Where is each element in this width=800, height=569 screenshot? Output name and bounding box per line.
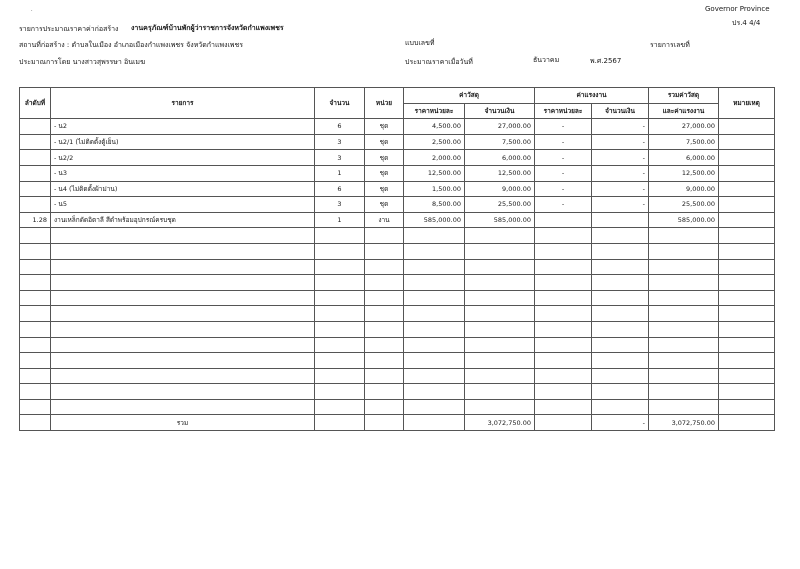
empty-cell xyxy=(51,321,315,337)
table-row xyxy=(20,181,775,197)
table-row xyxy=(20,134,775,150)
empty-row xyxy=(20,275,775,291)
empty-cell xyxy=(649,384,719,400)
row-remark xyxy=(719,212,775,228)
empty-row xyxy=(20,228,775,244)
empty-cell xyxy=(535,368,592,384)
empty-cell xyxy=(719,337,775,353)
row-labor-unit-price: - xyxy=(535,165,592,181)
empty-cell xyxy=(592,306,649,322)
row-item: - น3 xyxy=(51,165,315,181)
col-qty: จำนวน xyxy=(315,88,365,119)
site-label: สถานที่ก่อสร้าง : ตำบลในเมือง อำเภอเมืองกำแพงเพชร จังหวัดกำแพงเพชร xyxy=(19,41,244,49)
empty-cell xyxy=(719,228,775,244)
total-remark xyxy=(719,415,775,431)
empty-cell xyxy=(649,353,719,369)
col-no: ลำดับที่ xyxy=(20,88,51,119)
project-name: งานครุภัณฑ์บ้านพักผู้ว่าราชการจังหวัดกำแพงเพชร xyxy=(131,24,284,32)
row-item: - น5 xyxy=(51,197,315,213)
empty-cell xyxy=(535,337,592,353)
empty-cell xyxy=(719,399,775,415)
empty-cell xyxy=(315,259,365,275)
row-labor-amount: - xyxy=(592,119,649,135)
empty-row xyxy=(20,353,775,369)
row-total: 6,000.00 xyxy=(649,150,719,166)
empty-cell xyxy=(20,306,51,322)
estimate-date-label: ประมาณราคาเมื่อวันที่ xyxy=(405,58,473,66)
total-labor-unit-price xyxy=(535,415,592,431)
empty-cell xyxy=(404,337,465,353)
row-item: - น2 xyxy=(51,119,315,135)
row-material-amount: 9,000.00 xyxy=(465,181,535,197)
empty-row xyxy=(20,337,775,353)
empty-cell xyxy=(592,368,649,384)
empty-cell xyxy=(719,243,775,259)
col-material-unit-price: ราคาหน่วยละ xyxy=(404,103,465,119)
row-qty: 6 xyxy=(315,119,365,135)
empty-cell xyxy=(649,321,719,337)
empty-cell xyxy=(20,321,51,337)
estimate-table xyxy=(19,87,775,431)
empty-cell xyxy=(51,384,315,400)
empty-cell xyxy=(20,353,51,369)
row-material-amount: 585,000.00 xyxy=(465,212,535,228)
row-labor-unit-price: - xyxy=(535,181,592,197)
row-remark xyxy=(719,134,775,150)
col-labor: ค่าแรงงาน xyxy=(535,88,649,104)
empty-cell xyxy=(719,290,775,306)
empty-cell xyxy=(404,275,465,291)
empty-cell xyxy=(649,337,719,353)
empty-cell xyxy=(315,290,365,306)
col-total-top: รวมค่าวัสดุ xyxy=(649,88,719,104)
row-item: - น2/2 xyxy=(51,150,315,166)
empty-cell xyxy=(649,306,719,322)
empty-cell xyxy=(365,290,404,306)
empty-cell xyxy=(20,337,51,353)
row-material-unit-price: 8,500.00 xyxy=(404,197,465,213)
empty-cell xyxy=(649,275,719,291)
total-material-amount: 3,072,750.00 xyxy=(465,415,535,431)
row-material-unit-price: 12,500.00 xyxy=(404,165,465,181)
empty-row xyxy=(20,321,775,337)
empty-cell xyxy=(535,321,592,337)
row-material-amount: 6,000.00 xyxy=(465,150,535,166)
empty-row xyxy=(20,368,775,384)
row-labor-amount: - xyxy=(592,165,649,181)
empty-cell xyxy=(20,259,51,275)
col-item: รายการ xyxy=(51,88,315,119)
empty-cell xyxy=(465,384,535,400)
empty-cell xyxy=(535,243,592,259)
row-item: - น4 (ไม่ติดตั้งผ้าม่าน) xyxy=(51,181,315,197)
empty-cell xyxy=(51,275,315,291)
row-no xyxy=(20,134,51,150)
empty-cell xyxy=(51,353,315,369)
total-label: รวม xyxy=(51,415,315,431)
empty-cell xyxy=(365,337,404,353)
empty-cell xyxy=(465,353,535,369)
table-row xyxy=(20,150,775,166)
empty-cell xyxy=(535,228,592,244)
empty-cell xyxy=(315,384,365,400)
empty-cell xyxy=(535,306,592,322)
estimator-label: ประมาณการโดย นางสาวสุพรรษา อินเมฆ xyxy=(19,58,146,66)
empty-cell xyxy=(649,290,719,306)
empty-cell xyxy=(465,243,535,259)
row-no xyxy=(20,181,51,197)
empty-cell xyxy=(20,275,51,291)
empty-cell xyxy=(20,399,51,415)
empty-cell xyxy=(365,321,404,337)
empty-cell xyxy=(51,368,315,384)
empty-cell xyxy=(535,259,592,275)
row-material-unit-price: 2,000.00 xyxy=(404,150,465,166)
table-row xyxy=(20,165,775,181)
row-no xyxy=(20,150,51,166)
row-labor-amount: - xyxy=(592,134,649,150)
row-no xyxy=(20,119,51,135)
empty-cell xyxy=(465,275,535,291)
empty-cell xyxy=(719,368,775,384)
item-no-label: รายการเลขที่ xyxy=(650,41,690,49)
row-remark xyxy=(719,119,775,135)
empty-cell xyxy=(315,368,365,384)
table-row xyxy=(20,197,775,213)
empty-cell xyxy=(365,353,404,369)
row-labor-unit-price: - xyxy=(535,197,592,213)
table-row xyxy=(20,119,775,135)
empty-cell xyxy=(649,368,719,384)
empty-cell xyxy=(719,384,775,400)
col-unit: หน่วย xyxy=(365,88,404,119)
row-qty: 3 xyxy=(315,134,365,150)
empty-cell xyxy=(404,228,465,244)
row-unit: ชุด xyxy=(365,134,404,150)
empty-row xyxy=(20,399,775,415)
empty-row xyxy=(20,259,775,275)
empty-row xyxy=(20,290,775,306)
empty-cell xyxy=(365,384,404,400)
empty-cell xyxy=(315,321,365,337)
row-total: 585,000.00 xyxy=(649,212,719,228)
total-unit xyxy=(365,415,404,431)
row-item: - น2/1 (ไม่ติดตั้งตู้เย็น) xyxy=(51,134,315,150)
col-remark: หมายเหตุ xyxy=(719,88,775,119)
empty-cell xyxy=(365,243,404,259)
row-remark xyxy=(719,181,775,197)
empty-cell xyxy=(535,384,592,400)
empty-row xyxy=(20,306,775,322)
total-material-unit-price xyxy=(404,415,465,431)
empty-cell xyxy=(365,399,404,415)
empty-cell xyxy=(365,228,404,244)
row-unit: ชุด xyxy=(365,165,404,181)
empty-cell xyxy=(592,337,649,353)
row-labor-unit-price: - xyxy=(535,134,592,150)
empty-cell xyxy=(465,337,535,353)
empty-cell xyxy=(315,243,365,259)
empty-cell xyxy=(592,321,649,337)
empty-cell xyxy=(465,399,535,415)
empty-cell xyxy=(20,384,51,400)
col-labor-amount: จำนวนเงิน xyxy=(592,103,649,119)
empty-cell xyxy=(20,228,51,244)
empty-cell xyxy=(365,259,404,275)
empty-cell xyxy=(465,259,535,275)
empty-cell xyxy=(592,259,649,275)
row-labor-amount: - xyxy=(592,150,649,166)
empty-cell xyxy=(719,259,775,275)
row-labor-amount: - xyxy=(592,197,649,213)
row-labor-amount: - xyxy=(592,181,649,197)
row-labor-unit-price xyxy=(535,212,592,228)
empty-row xyxy=(20,384,775,400)
corner-mark: · xyxy=(31,8,33,14)
empty-cell xyxy=(20,243,51,259)
page-ref: ปร.4 4/4 xyxy=(732,19,761,27)
empty-cell xyxy=(365,368,404,384)
row-material-amount: 12,500.00 xyxy=(465,165,535,181)
empty-cell xyxy=(51,399,315,415)
row-unit: งาน xyxy=(365,212,404,228)
col-material-amount: จำนวนเงิน xyxy=(465,103,535,119)
empty-cell xyxy=(404,368,465,384)
row-unit: ชุด xyxy=(365,197,404,213)
row-total: 12,500.00 xyxy=(649,165,719,181)
empty-cell xyxy=(404,399,465,415)
row-total: 25,500.00 xyxy=(649,197,719,213)
empty-cell xyxy=(51,306,315,322)
empty-cell xyxy=(315,353,365,369)
empty-cell xyxy=(404,384,465,400)
empty-cell xyxy=(20,368,51,384)
row-material-unit-price: 1,500.00 xyxy=(404,181,465,197)
table-row xyxy=(20,212,775,228)
empty-cell xyxy=(465,321,535,337)
empty-cell xyxy=(51,290,315,306)
row-qty: 3 xyxy=(315,150,365,166)
total-no xyxy=(20,415,51,431)
empty-cell xyxy=(51,259,315,275)
empty-cell xyxy=(315,228,365,244)
row-unit: ชุด xyxy=(365,181,404,197)
empty-cell xyxy=(315,337,365,353)
empty-cell xyxy=(592,353,649,369)
row-material-amount: 7,500.00 xyxy=(465,134,535,150)
row-qty: 1 xyxy=(315,212,365,228)
row-total: 27,000.00 xyxy=(649,119,719,135)
row-labor-unit-price: - xyxy=(535,150,592,166)
row-unit: ชุด xyxy=(365,150,404,166)
row-remark xyxy=(719,197,775,213)
row-total: 9,000.00 xyxy=(649,181,719,197)
empty-cell xyxy=(404,290,465,306)
empty-cell xyxy=(719,275,775,291)
row-material-unit-price: 585,000.00 xyxy=(404,212,465,228)
empty-cell xyxy=(535,353,592,369)
row-qty: 3 xyxy=(315,197,365,213)
row-material-unit-price: 4,500.00 xyxy=(404,119,465,135)
row-remark xyxy=(719,150,775,166)
col-material: ค่าวัสดุ xyxy=(404,88,535,104)
row-labor-unit-price: - xyxy=(535,119,592,135)
empty-cell xyxy=(404,259,465,275)
empty-row xyxy=(20,243,775,259)
total-row xyxy=(20,415,775,431)
plan-no-label: แบบเลขที่ xyxy=(405,39,435,47)
row-item: งานเหล็กดัดอิตาลี สีดำพร้อมอุปกรณ์ครบชุด xyxy=(51,212,315,228)
row-qty: 6 xyxy=(315,181,365,197)
empty-cell xyxy=(535,399,592,415)
empty-cell xyxy=(592,228,649,244)
col-total-bottom: และค่าแรงงาน xyxy=(649,103,719,119)
empty-cell xyxy=(465,228,535,244)
total-labor-amount: - xyxy=(592,415,649,431)
empty-cell xyxy=(649,243,719,259)
empty-cell xyxy=(404,306,465,322)
empty-cell xyxy=(592,243,649,259)
total-qty xyxy=(315,415,365,431)
row-no xyxy=(20,165,51,181)
estimate-year: พ.ศ.2567 xyxy=(590,57,622,65)
row-material-unit-price: 2,500.00 xyxy=(404,134,465,150)
row-material-amount: 27,000.00 xyxy=(465,119,535,135)
empty-cell xyxy=(592,399,649,415)
empty-cell xyxy=(20,290,51,306)
empty-cell xyxy=(535,275,592,291)
empty-cell xyxy=(465,368,535,384)
empty-cell xyxy=(719,353,775,369)
row-remark xyxy=(719,165,775,181)
row-no xyxy=(20,197,51,213)
empty-cell xyxy=(51,243,315,259)
empty-cell xyxy=(719,306,775,322)
empty-cell xyxy=(719,321,775,337)
empty-cell xyxy=(404,243,465,259)
empty-cell xyxy=(404,353,465,369)
empty-cell xyxy=(465,306,535,322)
empty-cell xyxy=(365,306,404,322)
empty-cell xyxy=(315,399,365,415)
empty-cell xyxy=(592,275,649,291)
empty-cell xyxy=(592,384,649,400)
empty-cell xyxy=(465,290,535,306)
row-no: 1.28 xyxy=(20,212,51,228)
row-material-amount: 25,500.00 xyxy=(465,197,535,213)
empty-cell xyxy=(649,228,719,244)
empty-cell xyxy=(649,399,719,415)
empty-cell xyxy=(315,275,365,291)
corner-note: Governor Province xyxy=(705,5,770,13)
empty-cell xyxy=(404,321,465,337)
row-total: 7,500.00 xyxy=(649,134,719,150)
empty-cell xyxy=(51,228,315,244)
estimate-month: ธันวาคม xyxy=(533,56,560,64)
project-label: รายการประมาณราคาค่าก่อสร้าง xyxy=(19,25,119,33)
col-labor-unit-price: ราคาหน่วยละ xyxy=(535,103,592,119)
total-grand: 3,072,750.00 xyxy=(649,415,719,431)
empty-cell xyxy=(365,275,404,291)
empty-cell xyxy=(51,337,315,353)
empty-cell xyxy=(315,306,365,322)
row-labor-amount xyxy=(592,212,649,228)
empty-cell xyxy=(592,290,649,306)
row-unit: ชุด xyxy=(365,119,404,135)
empty-cell xyxy=(649,259,719,275)
row-qty: 1 xyxy=(315,165,365,181)
empty-cell xyxy=(535,290,592,306)
